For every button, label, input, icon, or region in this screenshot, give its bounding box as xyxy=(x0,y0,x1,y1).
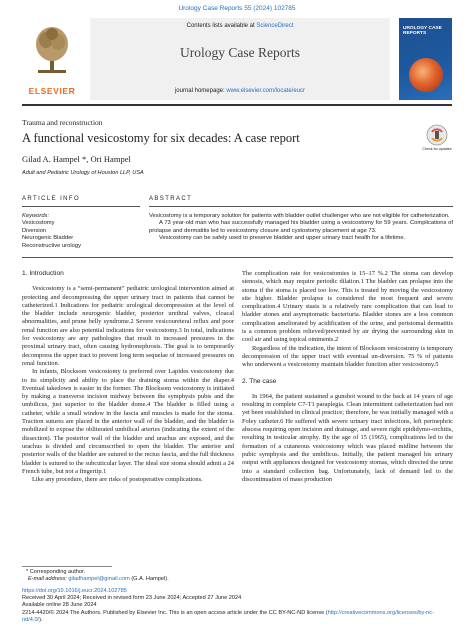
author-list: Gilad A. Hampel *, Ori Hampel xyxy=(22,154,131,164)
abstract-paragraph: Vesicostomy is a temporary solution for patients with bladder outlet challenger who are not eligible for catheterization. xyxy=(149,213,450,219)
body-paragraph: Vesicostomy is a “semi-permanent” pediatric urological intervention aimed at protecting and decompressing the upper urinary tract in patients that cannot be catheterized.1 Indications for pediatric urological decompression at the level of the bladder include neurogenic bladder, posterior urethral valves, cloacal abnormalities, and prune belly syndrome.2 Severe vesicoureteral reflux and poor renal function are also potential indications for vesicostomy.3 In total, indications for vesicostomy are any pathologies that result in increased pressures in the proximal urinary tract, often causing hydronephrosis. The goal is to temporarily decompress the upper tract to prevent long term sequelae of increased pressures on renal function. xyxy=(22,285,234,367)
check-updates-caption: Check for updates xyxy=(422,147,452,151)
contents-line xyxy=(90,23,390,29)
right-column xyxy=(242,270,453,484)
check-updates-icon[interactable] xyxy=(426,124,448,146)
keyword-item: Reconstructive urology xyxy=(22,242,81,249)
homepage-line xyxy=(90,88,390,94)
body-paragraph: Regardless of the indication, the intent of Blocksom vesicostomy is temporary decompression of the upper tract with eventual un-diversion. 75 % of patients who underwent a vesicostomy maintain bladder function after vesicostomy.5 xyxy=(242,344,453,369)
elsevier-wordmark: ELSEVIER xyxy=(28,86,76,96)
license-text: 2214-4420/© 2024 The Authors. Published by Elsevier Inc. This is an open access article under the CC BY-NC-ND license ( xyxy=(22,609,328,616)
keyword-item: Diversion xyxy=(22,227,47,234)
corresponding-author-note: * Corresponding author. xyxy=(26,569,86,575)
keywords-block xyxy=(22,213,81,250)
elsevier-logo[interactable] xyxy=(22,18,82,100)
abstract-text xyxy=(149,213,453,243)
email-line xyxy=(22,576,453,583)
journal-reference-link[interactable]: Urology Case Reports 55 (2024) 102785 xyxy=(178,5,296,12)
body-paragraph: In infants, Blocksom vesicostomy is preferred over Lapides vesicostomy due to its simplicity and ability to place the draining stoma within the diaper.4 Eventual takedown is easier in the former. The Blocksom vesicostomy is initiated by making a transverse incision midway between the symphysis pubis and the umbilicus, just superior to the bladder dome.4 The bladder is filled using a catheter, while a small window in the fascia and muscles is made for the stoma. Traction sutures are placed in the anterior wall of the bladder, and the bladder is mobilized to expose the obliterated umbilical arteries (indicating the extent of the dissection). The posterior wall of the bladder and urachus are exposed, and the urachus is divided and circumscribed to open the bladder. The anterior and posterior walls of the bladder are sutured to the rectus fascia, and the full thickness bladder is sutured to the subcuticular layer. The ideal size stoma should admit a 24 French tube, but not a fingertip.1 xyxy=(22,368,234,475)
journal-homepage-link[interactable]: www.elsevier.com/locate/eucr xyxy=(226,88,306,94)
contents-prefix: Contents lists available at xyxy=(186,23,257,29)
abstract-paragraph: Vesicostomy can be safely used to preserve bladder and upper urinary tract health for a lifetime. xyxy=(159,235,406,242)
cover-artwork xyxy=(409,58,443,92)
keywords-label: Keywords: xyxy=(22,213,50,219)
abstract-paragraph: A 73 year-old man who has successfully managed his bladder using a vesicostomy for 59 years. Complications of prolapse and dermatitis led to vesicostomy closure and cystostomy placement at age 73. xyxy=(149,220,453,234)
case-heading: 2. The case xyxy=(242,377,277,385)
doi-link[interactable]: https://doi.org/10.1016/j.eucr.2024.102785 xyxy=(22,588,127,594)
homepage-prefix: journal homepage: xyxy=(174,88,227,94)
received-dates: Received 30 April 2024; Received in revised form 23 June 2024; Accepted 27 June 2024 xyxy=(22,595,242,602)
masthead-divider xyxy=(22,104,452,106)
keyword-item: Vesicostomy xyxy=(22,220,55,227)
author-email-link[interactable]: giladhampel@gmail.com xyxy=(68,576,130,583)
article-title: A functional vesicostomy for six decades: A case report xyxy=(22,131,300,145)
left-column xyxy=(22,270,234,484)
journal-title: Urology Case Reports xyxy=(180,45,300,60)
introduction-heading: 1. Introduction xyxy=(22,270,64,277)
article-section: Trauma and reconstruction xyxy=(22,118,103,127)
available-online: Available online 28 June 2024 xyxy=(22,602,97,609)
article-info-rule xyxy=(22,206,140,207)
body-paragraph: Like any procedure, there are risks of postoperative complications. xyxy=(32,476,203,484)
footnote-rule xyxy=(22,566,112,567)
email-owner: (G.A. Hampel). xyxy=(129,576,169,583)
elsevier-tree-icon xyxy=(34,24,70,74)
license-link[interactable]: http://creativecommons.org/licenses/by-nc-nd/4.0/ xyxy=(22,609,434,623)
license-statement xyxy=(22,610,453,624)
body-paragraph: In 1964, the patient sustained a gunshot wound to the back at 14 years of age resulting in complete C7-T1 paraplegia. Clean intermittent catheterization had not yet been established in clinical practice; therefore, he was initially managed with a Foley catheter.6 He suffered with severe urinary tract infections, left perinephric abscess requiring open incision and drainage, and severe right epididymo-orchitis, resulting in testicular atrophy. By the age of 15 (1965), complications led to the formation of a cutaneous vesicostomy which was placed midline between the pubic symphysis and the umbilicus. Initially, the patient managed his urinary output with appliances designed for vesicostomy stomas, which directed the urine into a standard collection bag. Unfortunately, lack of demand led to the discontinuation of mass production xyxy=(242,392,453,483)
license-suffix: ). xyxy=(39,616,43,623)
author-affiliation: Adult and Pediatric Urology of Houston LLP, USA xyxy=(22,170,144,176)
journal-cover-image[interactable] xyxy=(399,18,452,100)
sciencedirect-link[interactable]: ScienceDirect xyxy=(256,23,294,29)
body-paragraph: The complication rate for vesicostomies is 15–17 %.2 The stoma can develop stenosis, which may require periodic dilation.1 The bladder can prolapse into the stoma if the stoma is placed too low. This is treated by moving the vesicostomy site higher. Bladder prolapse is considered the most frequent and severe complication.4 Urinary stasis is a relatively rare complication that can lead to bladder stones and asymptomatic bacteriuria. Bladder stones are a less common complication ameliorated by acidification of the urine, and peristomal dermatitis is a common problem relieved/prevented by air drying the surrounding skin in cool air and using topical ointments.2 xyxy=(242,270,453,344)
masthead-center xyxy=(90,18,390,100)
keyword-item: Neurogenic Bladder xyxy=(22,235,74,242)
publication-info xyxy=(22,588,453,624)
article-info-label: ARTICLE INFO xyxy=(22,196,81,202)
abstract-bottom-rule xyxy=(22,257,453,258)
journal-masthead xyxy=(22,18,452,100)
abstract-rule xyxy=(149,206,453,207)
cover-title: UROLOGY CASE REPORTS xyxy=(403,26,442,37)
footnote-block xyxy=(22,569,453,583)
email-label: E-mail address: xyxy=(28,576,69,583)
abstract-label: ABSTRACT xyxy=(149,196,193,202)
